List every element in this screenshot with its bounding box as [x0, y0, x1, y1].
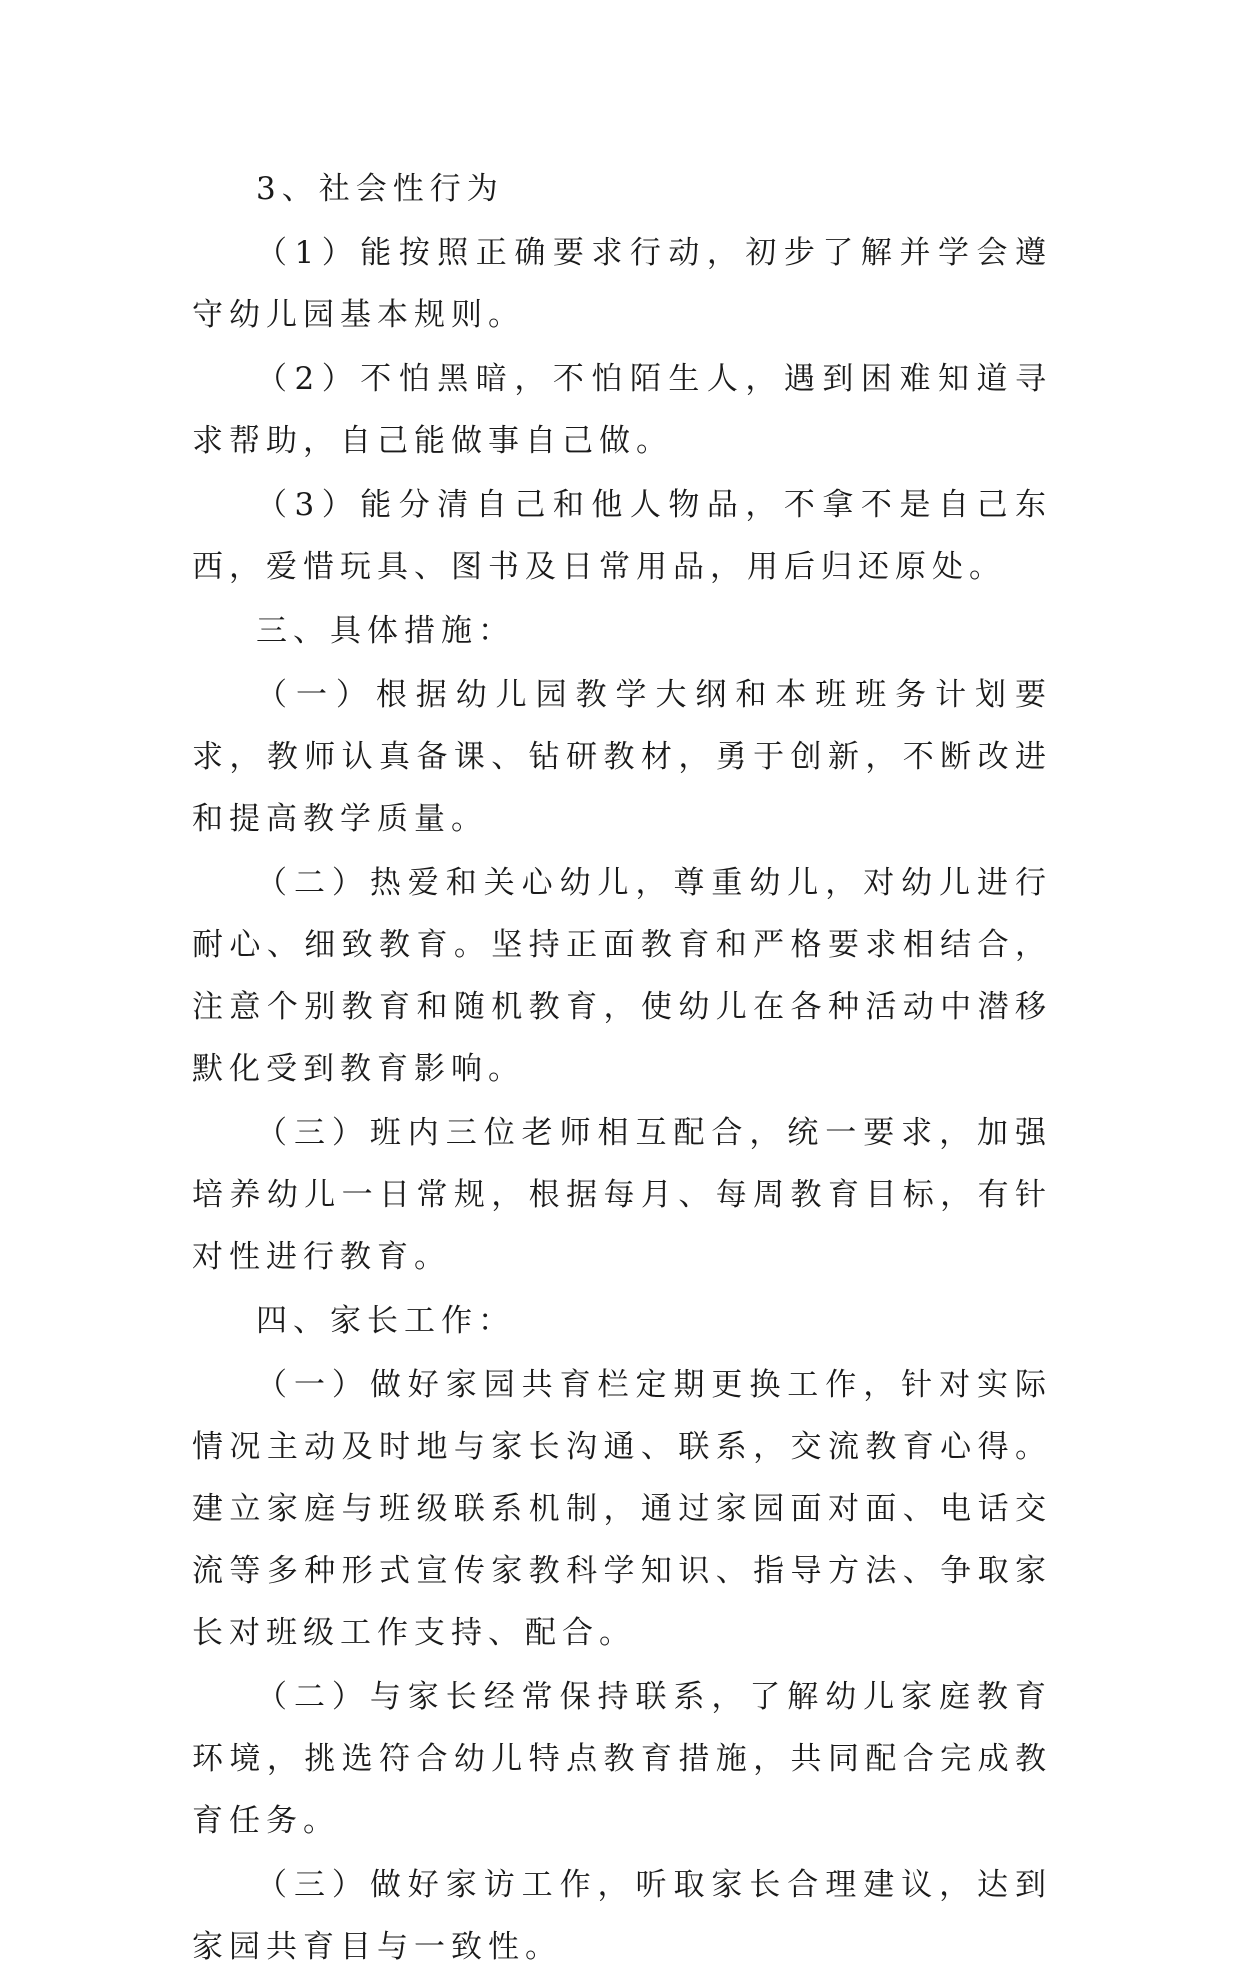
paragraph-parent-2: （二）与家长经常保持联系，了解幼儿家庭教育环境，挑选符合幼儿特点教育措施，共同配合完成教育任务。 [192, 1679, 1052, 1839]
paragraph-social-3: （3）能分清自己和他人物品，不拿不是自己东西，爱惜玩具、图书及日常用品，用后归还原处。 [192, 487, 1052, 585]
section-heading-measures: 三、具体措施： [256, 613, 515, 649]
paragraph-social-2: （2）不怕黑暗，不怕陌生人，遇到困难知道寻求帮助，自己能做事自己做。 [192, 361, 1052, 459]
document-body [192, 158, 1052, 1980]
section-heading-parent-work: 四、家长工作： [256, 1303, 515, 1339]
paragraph-measures-3: （三）班内三位老师相互配合，统一要求，加强培养幼儿一日常规，根据每月、每周教育目标，有针对性进行教育。 [192, 1115, 1052, 1275]
paragraph-parent-1: （一）做好家园共育栏定期更换工作，针对实际情况主动及时地与家长沟通、联系，交流教育心得。建立家庭与班级联系机制，通过家园面对面、电话交流等多种形式宣传家教科学知识、指导方法、争取家长对班级工作支持、配合。 [192, 1367, 1052, 1651]
section-heading-social-behavior: 3、社会性行为 [256, 171, 504, 207]
paragraph-measures-1: （一）根据幼儿园教学大纲和本班班务计划要求，教师认真备课、钻研教材，勇于创新，不断改进和提高教学质量。 [192, 677, 1052, 837]
paragraph-measures-2: （二）热爱和关心幼儿，尊重幼儿，对幼儿进行耐心、细致教育。坚持正面教育和严格要求相结合，注意个别教育和随机教育，使幼儿在各种活动中潜移默化受到教育影响。 [192, 865, 1052, 1087]
paragraph-social-1: （1）能按照正确要求行动，初步了解并学会遵守幼儿园基本规则。 [192, 235, 1052, 333]
paragraph-parent-3: （三）做好家访工作，听取家长合理建议，达到家园共育目与一致性。 [192, 1867, 1052, 1965]
